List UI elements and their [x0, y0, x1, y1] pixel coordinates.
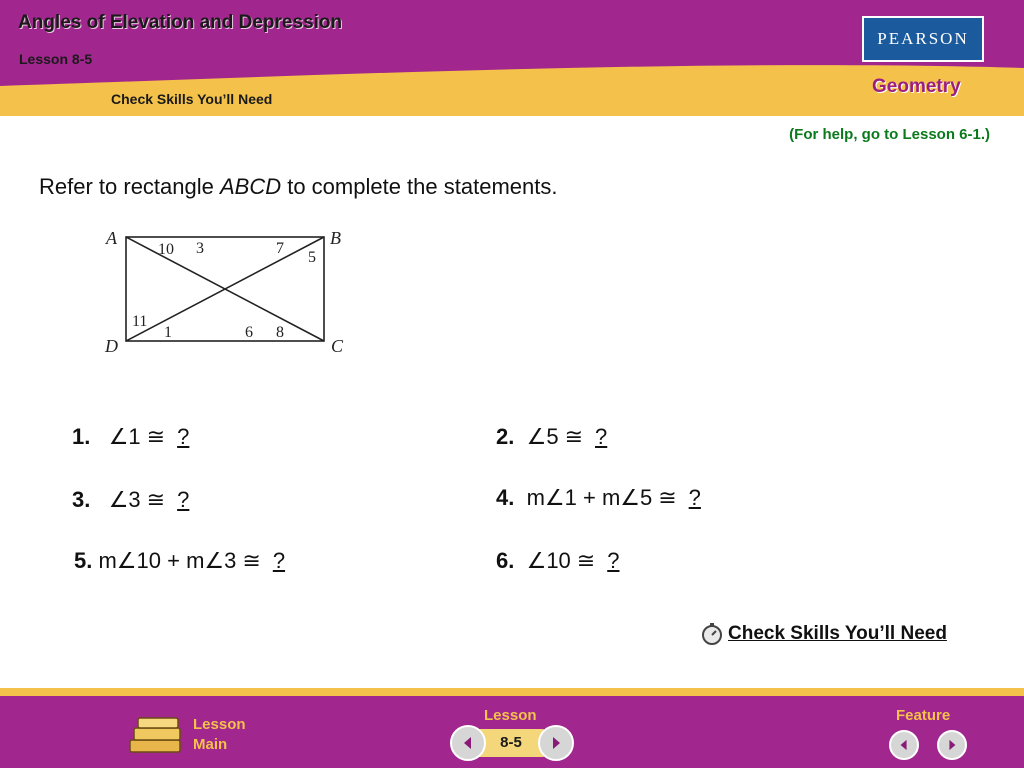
header-gold-swoosh — [0, 62, 1024, 116]
question-2: 2. ∠5 ≅ ? — [496, 424, 608, 449]
page-title: Angles of Elevation and Depression — [18, 12, 343, 33]
lesson-main-label-line2[interactable]: Main — [193, 736, 228, 753]
feature-nav-label: Feature — [896, 707, 951, 724]
check-skills-link-label[interactable]: Check Skills You’ll Need — [728, 623, 947, 644]
angle-label-10: 10 — [158, 241, 174, 258]
answer-blank-1[interactable]: ? — [177, 424, 190, 449]
section-title: Check Skills You’ll Need — [111, 91, 273, 107]
lesson-main-label-line1[interactable]: Lesson — [193, 716, 246, 733]
lesson-prev-button[interactable] — [450, 725, 486, 761]
angle-label-7: 7 — [276, 240, 284, 257]
angle-label-8: 8 — [276, 324, 284, 341]
angle-label-5: 5 — [308, 249, 316, 266]
lesson-number-badge: 8-5 — [500, 734, 522, 751]
pearson-logo: PEARSON — [862, 16, 984, 62]
check-skills-link[interactable] — [700, 622, 947, 646]
answer-blank-4[interactable]: ? — [688, 485, 701, 510]
arrow-right-icon — [946, 739, 958, 751]
angle-label-1: 1 — [164, 324, 172, 341]
footer-stripe — [0, 688, 1024, 696]
vertex-b: B — [330, 228, 341, 248]
vertex-c: C — [331, 336, 344, 356]
rectangle-abcd-figure — [100, 222, 360, 362]
answer-blank-5[interactable]: ? — [272, 548, 286, 573]
question-4: 4. m∠1 + m∠5 ≅ ? — [496, 485, 701, 510]
answer-blank-6[interactable]: ? — [607, 548, 620, 573]
angle-label-3: 3 — [196, 240, 204, 257]
help-link[interactable]: (For help, go to Lesson 6-1.) — [789, 126, 990, 143]
instruction-text: Refer to rectangle ABCD to complete the statements. — [39, 174, 558, 199]
angle-label-6: 6 — [245, 324, 253, 341]
question-1: 1. ∠1 ≅ ? — [72, 424, 190, 449]
stopwatch-icon — [700, 622, 724, 646]
feature-prev-button[interactable] — [889, 730, 919, 760]
vertex-d: D — [105, 336, 118, 356]
question-5: 5. m∠10 + m∠3 ≅ ? — [74, 548, 286, 573]
books-icon[interactable] — [126, 714, 186, 758]
subject-title: Geometry — [872, 76, 961, 97]
answer-blank-2[interactable]: ? — [595, 424, 608, 449]
arrow-left-icon — [461, 736, 475, 750]
lesson-next-button[interactable] — [538, 725, 574, 761]
vertex-a: A — [106, 228, 117, 248]
question-6: 6. ∠10 ≅ ? — [496, 548, 620, 573]
arrow-left-icon — [898, 739, 910, 751]
angle-label-11: 11 — [132, 313, 148, 330]
feature-next-button[interactable] — [937, 730, 967, 760]
arrow-right-icon — [549, 736, 563, 750]
lesson-number: Lesson 8-5 — [19, 51, 93, 67]
answer-blank-3[interactable]: ? — [177, 487, 190, 512]
question-3: 3. ∠3 ≅ ? — [72, 487, 190, 512]
lesson-nav-label: Lesson — [484, 707, 537, 724]
